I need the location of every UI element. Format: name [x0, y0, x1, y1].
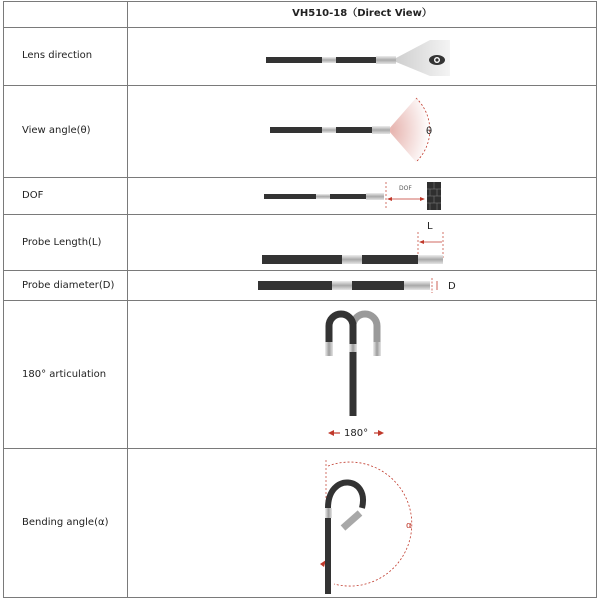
row-label-probe-length: Probe Length(L)	[22, 237, 102, 248]
probe-tube	[262, 255, 418, 264]
probe-tip	[366, 193, 384, 200]
theta-symbol: θ	[426, 126, 433, 137]
probe-band	[322, 57, 336, 63]
row-label-dof: DOF	[22, 190, 44, 201]
arrow-right-icon	[420, 197, 425, 201]
row-divider	[3, 177, 597, 178]
articulated-tip-gray	[353, 314, 377, 344]
row-divider	[3, 85, 597, 86]
dof-annotation: DOF	[399, 185, 412, 192]
probe-band	[349, 344, 357, 352]
row-divider	[3, 214, 597, 215]
probe-band	[332, 281, 352, 290]
eye-icon	[429, 55, 445, 65]
dof-figure	[258, 180, 458, 212]
probe-band	[342, 255, 362, 264]
row-divider	[3, 27, 597, 28]
arrow-left-icon	[387, 197, 392, 201]
row-label-probe-diameter: Probe diameter(D)	[22, 280, 115, 291]
row-label-lens-direction: Lens direction	[22, 50, 93, 61]
probe-tip	[343, 513, 360, 528]
articulated-tip-dark	[329, 314, 353, 416]
lens-direction-figure	[260, 38, 460, 78]
view-angle-figure	[266, 92, 446, 172]
length-symbol: L	[427, 221, 433, 232]
row-divider	[3, 270, 597, 271]
probe-tube	[266, 57, 376, 63]
alpha-symbol: α	[406, 521, 412, 531]
row-label-view-angle: View angle(θ)	[22, 125, 91, 136]
bending-angle-figure	[300, 456, 420, 596]
row-label-bending-angle: Bending angle(α)	[22, 517, 109, 528]
probe-diameter-figure	[254, 274, 464, 298]
articulation-annotation: 180°	[344, 428, 369, 439]
articulation-figure	[320, 304, 400, 446]
diameter-symbol: D	[448, 281, 456, 292]
probe-band	[322, 127, 336, 133]
tip-cap-right	[373, 342, 381, 356]
tip-cap-left	[325, 342, 333, 356]
bent-probe	[328, 482, 363, 594]
arrow-left-icon	[419, 240, 424, 244]
row-label-articulation: 180° articulation	[22, 369, 107, 380]
probe-band	[325, 508, 332, 518]
probe-tip	[376, 56, 396, 64]
probe-tip	[418, 255, 443, 264]
arrow-right-icon	[378, 430, 384, 436]
table-title: VH510-18（Direct View）	[292, 8, 432, 19]
table-border-bottom	[3, 597, 597, 598]
probe-length-figure	[258, 216, 458, 268]
row-divider	[3, 300, 597, 301]
table-border-top	[3, 1, 597, 2]
row-divider	[3, 448, 597, 449]
brick-wall-icon	[427, 182, 441, 210]
probe-band	[316, 194, 330, 199]
probe-tip	[404, 281, 430, 290]
probe-tip	[372, 126, 390, 134]
